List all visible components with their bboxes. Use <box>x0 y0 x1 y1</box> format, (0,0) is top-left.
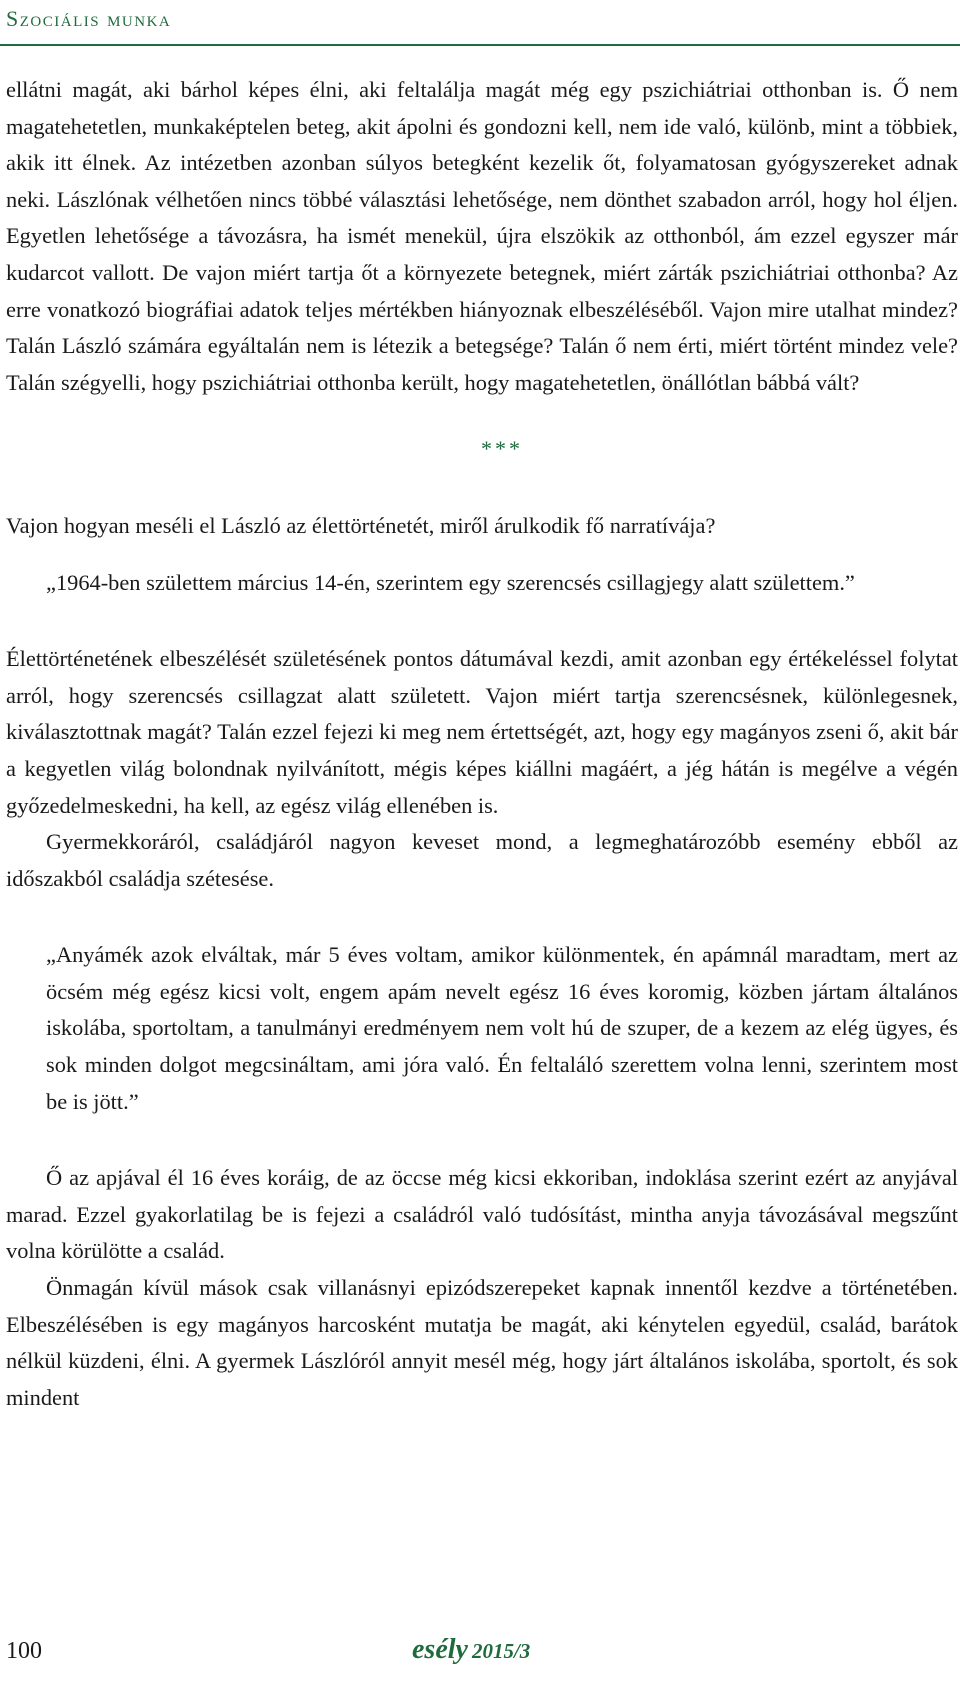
page-body <box>6 72 958 1416</box>
journal-footer <box>412 1634 530 1666</box>
paragraph-4: Ő az apjával él 16 éves koráig, de az öccse még kicsi ekkoriban, indoklása szerint ezért az anyjával marad. Ezzel gyakorlatilag be is fejezi a családról való tudósítást, mintha anyja távozásával megszűnt volna körülötte a család. <box>6 1165 958 1264</box>
section-separator: *** <box>481 436 523 462</box>
paragraph-1: ellátni magát, aki bárhol képes élni, aki feltalálja magát még egy pszichiátriai otthonban is. Ő nem magatehetetlen, munkaképtelen beteg, akit ápolni és gondozni kell, nem ide való, különb, mint a többiek, akik itt élnek. Az intézetben azonban súlyos betegként kezelik őt, folyamatosan gyógyszereket adnak neki. Lászlónak vélhetően nincs többé választási lehetősége, nem dönthet szabadon arról, hogy hol éljen. Egyetlen lehetősége a távozásra, ha ismét menekül, újra elszökik az otthonból, ám ezzel egyszer már kudarcot vallott. De vajon miért tartja őt a környezete betegnek, miért zárták pszichiátriai otthonba? Az erre vonatkozó biográfiai adatok teljes mértékben hiányoznak elbeszéléséből. Vajon mire utalhat mindez? Talán László számára egyáltalán nem is létezik a betegsége? Talán ő nem érti, miért történt mindez vele? Talán szégyelli, hogy pszichiátriai otthonba került, hogy magatehetetlen, önállótlan bábbá vált? <box>6 77 958 395</box>
journal-name: esély <box>412 1634 468 1665</box>
paragraph-3: Gyermekkoráról, családjáról nagyon keveset mond, a legmeghatározóbb esemény ebből az időszakból családja szétesése. <box>6 829 958 891</box>
paragraph-5: Önmagán kívül mások csak villanásnyi epizódszerepeket kapnak innentől kezdve a történetében. Elbeszélésében is egy magányos harcosként mutatja be magát, aki kénytelen egyedül, család, barátok nélkül küzdeni, élni. A gyermek Lászlóról annyit mesél még, hogy járt általános iskolába, sportolt, és sok mindent <box>6 1275 958 1410</box>
section-question: Vajon hogyan meséli el László az élettörténetét, miről árulkodik fő narratívája? <box>6 512 716 538</box>
paragraph-2: Élettörténetének elbeszélését születésének pontos dátumával kezdi, amit azonban egy értékeléssel folytat arról, hogy szerencsés csillagzat alatt született. Vajon miért tartja szerencsésnek, különlegesnek, kiválasztottnak magát? Talán ezzel fejezi ki meg nem értettségét, azt, hogy egy magányos zseni ő, akit bár a kegyetlen világ bolondnak nyilvánított, mégis képes kiállni magáért, a jég hátán is megélve a végén győzedelmeskedni, ha kell, az egész világ ellenében is. <box>6 646 958 818</box>
running-head-title: Szociális munka <box>6 6 172 31</box>
block-quote-family: „Anyámék azok elváltak, már 5 éves voltam, amikor különmentek, én apámnál maradtam, mert az öcsém még egész kicsi volt, engem apám nevelt egész 16 éves koromig, közben jártam általános iskolába, sportoltam, a tanulmányi eredményem nem volt hú de szuper, de a kezem az elég ügyes, és sok minden dolgot megcsináltam, ami jóra való. Én feltaláló szerettem volna lenni, szerintem most be is jött.” <box>46 942 958 1114</box>
page-number: 100 <box>6 1638 42 1664</box>
header-rule <box>0 44 960 46</box>
journal-issue: 2015/3 <box>471 1639 531 1663</box>
block-quote-birth: „1964-ben születtem március 14-én, szerintem egy szerencsés csillagjegy alatt születtem.” <box>46 569 855 595</box>
